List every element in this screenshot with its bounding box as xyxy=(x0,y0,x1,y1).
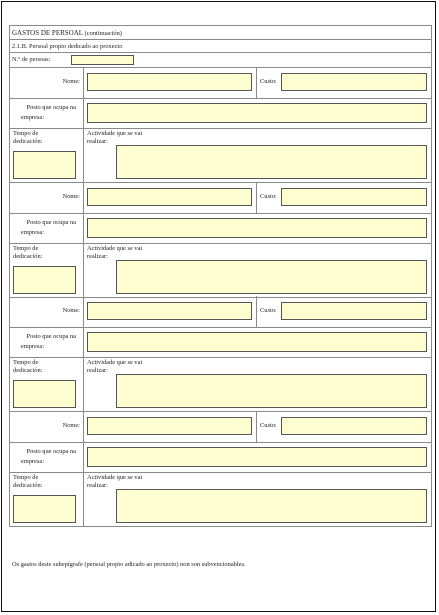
activity-field[interactable] xyxy=(116,145,427,179)
position-label-line2: empresa: xyxy=(20,114,44,121)
time-label-line2: dedicación: xyxy=(13,367,43,374)
name-field[interactable] xyxy=(87,302,252,320)
cost-column-divider xyxy=(256,296,257,327)
header-divider xyxy=(9,39,432,40)
activity-label-line2: realizar: xyxy=(87,367,108,374)
label-column-divider xyxy=(83,67,84,182)
cost-label: Custo: xyxy=(260,422,277,429)
count-divider xyxy=(9,67,432,68)
row-divider-position xyxy=(9,243,432,244)
cost-label: Custo: xyxy=(260,307,277,314)
time-field[interactable] xyxy=(13,266,76,294)
row-divider-block xyxy=(9,182,432,183)
time-field[interactable] xyxy=(13,380,76,408)
name-label: Nome: xyxy=(62,193,80,200)
position-label-line2: empresa: xyxy=(20,343,44,350)
position-field[interactable] xyxy=(87,218,427,238)
activity-label-line2: realizar: xyxy=(87,138,108,145)
row-divider-block xyxy=(9,411,432,412)
name-label: Nome: xyxy=(62,307,80,314)
position-label-line2: empresa: xyxy=(20,229,44,236)
time-label-line1: Tempo de xyxy=(13,359,39,366)
row-divider-name xyxy=(9,213,432,214)
position-label-line1: Posto que ocupa na xyxy=(26,104,76,111)
cost-field[interactable] xyxy=(281,417,427,435)
activity-label-line1: Actividade que se vai xyxy=(87,359,143,366)
activity-label-line1: Actividade que se vai xyxy=(87,245,143,252)
label-column-divider xyxy=(83,296,84,411)
position-field[interactable] xyxy=(87,447,427,467)
cost-label: Custo: xyxy=(260,193,277,200)
footer-note: Os gastos deste subepígrafe (persoal propio adicado ao proxecto) non son subvencionables. xyxy=(12,561,246,568)
cost-column-divider xyxy=(256,411,257,442)
row-divider-position xyxy=(9,357,432,358)
position-label-line1: Posto que ocupa na xyxy=(26,333,76,340)
subheader-divider xyxy=(9,52,432,53)
time-label-line2: dedicación: xyxy=(13,253,43,260)
name-label: Nome: xyxy=(62,78,80,85)
persons-count-label: N.º de persoas: xyxy=(12,56,51,63)
position-label-line1: Posto que ocupa na xyxy=(26,219,76,226)
time-label-line1: Tempo de xyxy=(13,474,39,481)
activity-label-line1: Actividade que se vai xyxy=(87,474,143,481)
activity-field[interactable] xyxy=(116,489,427,523)
name-label: Nome: xyxy=(62,422,80,429)
time-label-line1: Tempo de xyxy=(13,130,39,137)
cost-field[interactable] xyxy=(281,73,427,91)
time-label-line2: dedicación: xyxy=(13,482,43,489)
name-field[interactable] xyxy=(87,417,252,435)
label-column-divider xyxy=(83,411,84,526)
activity-field[interactable] xyxy=(116,374,427,408)
cost-field[interactable] xyxy=(281,188,427,206)
activity-field[interactable] xyxy=(116,260,427,294)
position-label-line1: Posto que ocupa na xyxy=(26,448,76,455)
row-divider-position xyxy=(9,472,432,473)
time-field[interactable] xyxy=(13,495,76,523)
activity-label-line2: realizar: xyxy=(87,253,108,260)
cost-column-divider xyxy=(256,182,257,213)
position-field[interactable] xyxy=(87,332,427,352)
activity-label-line2: realizar: xyxy=(87,482,108,489)
activity-label-line1: Actividade que se vai xyxy=(87,130,143,137)
row-divider-position xyxy=(9,128,432,129)
cost-field[interactable] xyxy=(281,302,427,320)
time-label-line2: dedicación: xyxy=(13,138,43,145)
row-divider-block xyxy=(9,297,432,298)
row-divider-name xyxy=(9,98,432,99)
cost-column-divider xyxy=(256,67,257,98)
name-field[interactable] xyxy=(87,73,252,91)
time-field[interactable] xyxy=(13,151,76,179)
cost-label: Custo: xyxy=(260,78,277,85)
position-field[interactable] xyxy=(87,103,427,123)
section-title: GASTOS DE PERSOAL (continuación) xyxy=(12,29,122,37)
row-divider-name xyxy=(9,442,432,443)
name-field[interactable] xyxy=(87,188,252,206)
position-label-line2: empresa: xyxy=(20,458,44,465)
time-label-line1: Tempo de xyxy=(13,245,39,252)
persons-count-field[interactable] xyxy=(71,55,134,65)
label-column-divider xyxy=(83,182,84,297)
section-subtitle: 2.1.B. Persoal propio dedicado ao proxecto xyxy=(12,43,123,50)
row-divider-name xyxy=(9,327,432,328)
